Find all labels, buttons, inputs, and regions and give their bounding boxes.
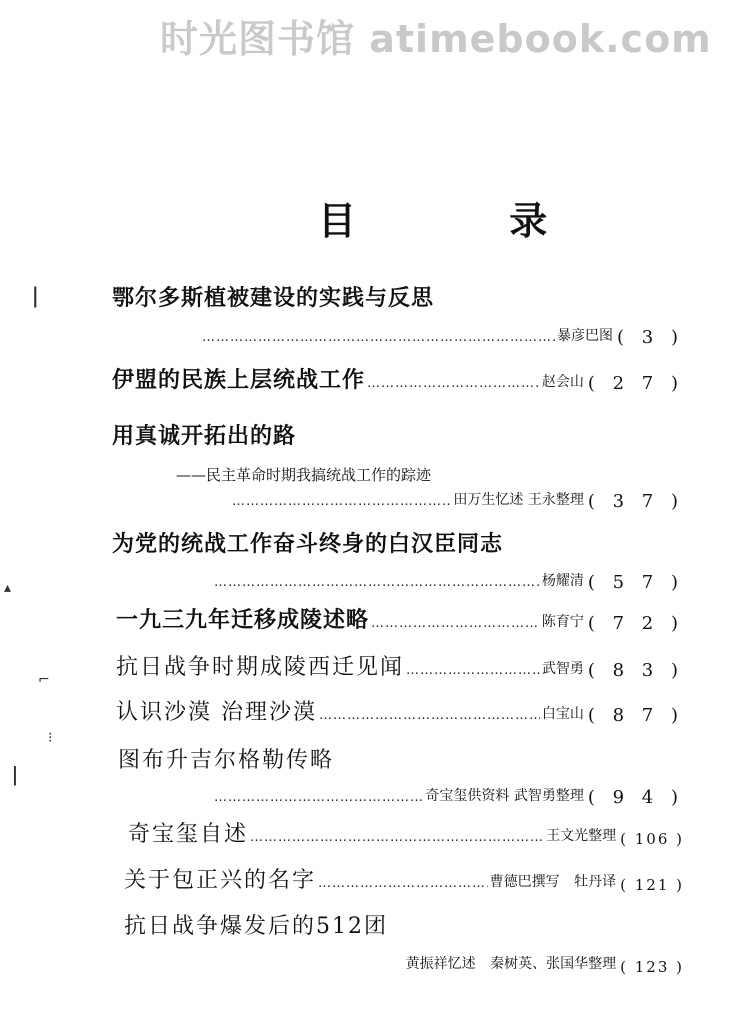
entry-title: 抗日战争时期成陵西迁见闻 [116,655,405,680]
entry-page: ( 8 7 ) [587,705,684,726]
entry-author: 赵会山 [541,374,584,390]
entry-author: 暴彦巴图 [557,328,614,344]
scan-mark: ⁝ [48,730,53,746]
toc-entry-author-line [300,946,684,976]
entry-author: 杨耀清 [541,573,584,589]
toc-entry [112,364,684,394]
entry-page: ( 8 3 ) [587,660,684,681]
entry-title: 鄂尔多斯植被建设的实践与反思 [112,286,435,311]
entry-page: ( 121 ) [620,876,684,894]
toc-entry [116,604,684,634]
leader-dots [371,616,540,631]
entry-author: 田万生忆述 王永整理 [453,492,584,508]
entry-page: ( 3 ) [617,327,684,348]
entry-author: 奇宝玺供资料 武智勇整理 [425,788,584,804]
entry-page: ( 9 4 ) [587,787,684,808]
entry-page: ( 5 7 ) [587,572,684,593]
toc-entry-title-line [118,744,684,774]
entry-subtitle: ——民主革命时期我搞统战工作的踪迹 [176,466,432,484]
entry-author: 王文光整理 [546,828,617,844]
leader-dots [367,376,540,391]
page-title: 目 录 [318,198,618,243]
leader-dots [214,575,540,590]
entry-title: 图布升吉尔格勒传略 [118,748,335,773]
leader-dots [232,494,451,509]
entry-page: ( 7 2 ) [587,613,684,634]
entry-page: ( 123 ) [620,958,684,976]
scan-mark: ▴ [4,580,12,596]
entry-title: 伊盟的民族上层统战工作 [112,368,366,393]
scan-mark: ǀ [12,762,18,786]
scan-mark: ǀ [32,284,39,309]
entry-page: ( 2 7 ) [587,373,684,394]
leader-dots [319,708,540,723]
entry-title: 认识沙漠 治理沙漠 [116,700,317,725]
leader-dots [202,330,555,345]
toc-entry-title-line [124,910,684,940]
toc-entry-title-line [112,420,684,450]
scan-mark: ⌐ [38,672,50,688]
toc-entry [116,651,684,681]
leader-dots [214,790,423,805]
toc-entry-title-line [112,282,684,312]
toc-entry-leader-line [200,318,684,348]
entry-author: 陈育宁 [541,614,584,630]
entry-author: 曹德巴撰写 牡丹译 [489,874,617,890]
entry-title: 抗日战争爆发后的512团 [124,914,388,939]
entry-title: 奇宝玺自述 [128,822,249,847]
watermark: 时光图书馆 atimebook.com [160,17,712,61]
entry-title: 为党的统战工作奋斗终身的白汉臣同志 [112,532,504,557]
entry-author: 黄振祥忆述 秦树英、张国华整理 [405,956,617,972]
toc-entry [128,818,684,848]
entry-page: ( 3 7 ) [587,491,684,512]
entry-page: ( 106 ) [620,830,684,848]
toc-entry-leader-line [212,563,684,593]
entry-author: 武智勇 [541,661,584,677]
toc-entry [124,864,684,894]
entry-title: 关于包正兴的名字 [124,868,317,893]
leader-dots [250,830,544,845]
toc-entry-leader-line [230,482,684,512]
toc-entry-leader-line [212,778,684,808]
leader-dots [318,876,488,891]
leader-dots [406,663,540,678]
entry-title: 用真诚开拓出的路 [112,424,297,449]
entry-author: 白宝山 [541,706,584,722]
toc-entry [116,696,684,726]
toc-entry-title-line [112,528,684,558]
entry-title: 一九三九年迁移成陵述略 [116,608,370,633]
